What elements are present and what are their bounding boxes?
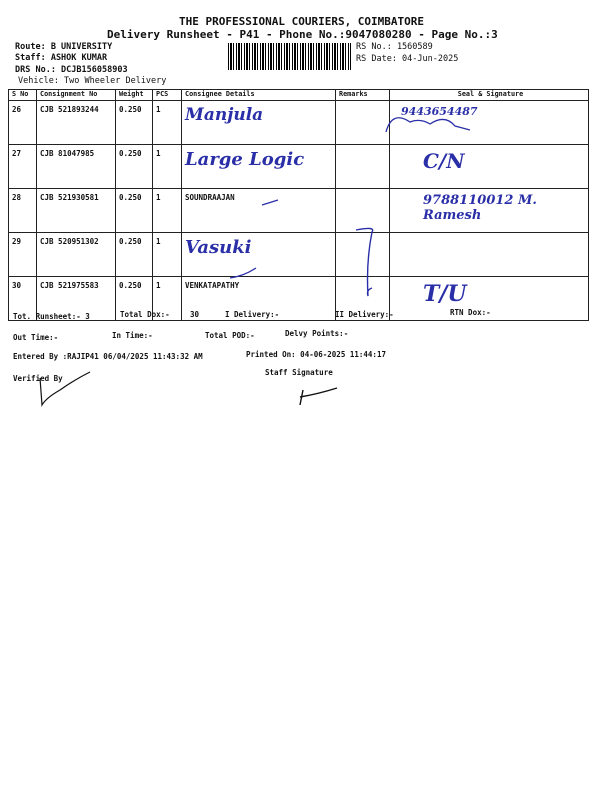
verified-by: Verified By — [13, 374, 63, 383]
cell-consignment: CJB 81047985 — [37, 145, 116, 189]
handwritten-signature: 9443654487 — [401, 105, 478, 118]
cell-signature — [390, 145, 589, 189]
cell-sno: 27 — [9, 145, 37, 189]
cell-consignee — [182, 101, 336, 145]
runsheet-table — [8, 89, 589, 321]
cell-pcs: 1 — [153, 277, 182, 321]
cell-consignee — [182, 145, 336, 189]
staff-label: Staff: ASHOK KUMAR — [15, 53, 108, 63]
cell-pcs: 1 — [153, 189, 182, 233]
cell-pcs: 1 — [153, 101, 182, 145]
handwritten-signature: T/U — [423, 281, 467, 307]
cell-consignee — [182, 233, 336, 277]
out-time: Out Time:- — [13, 333, 59, 342]
col-sno: S No — [9, 90, 37, 101]
drs-number: DRS No.: DCJB156058903 — [15, 65, 128, 75]
handwritten-consignee: Vasuki — [185, 237, 252, 258]
i-delivery: I Delivery:- — [225, 310, 280, 319]
delvy-points: Delvy Points:- — [285, 329, 349, 338]
tot-runsheet: Tot. Runsheet:- 3 — [13, 312, 90, 321]
handwritten-signature: 9788110012 M. Ramesh — [423, 193, 537, 223]
cell-sno: 26 — [9, 101, 37, 145]
handwritten-consignee: Manjula — [185, 105, 264, 125]
cell-consignment: CJB 521893244 — [37, 101, 116, 145]
cell-signature — [390, 233, 589, 277]
cell-remarks — [336, 233, 390, 277]
cell-consignee: SOUNDRAAJAN — [182, 189, 336, 233]
total-dox-value: 30 — [190, 310, 200, 319]
cell-weight: 0.250 — [116, 233, 153, 277]
cell-weight: 0.250 — [116, 277, 153, 321]
col-weight: Weight — [116, 90, 153, 101]
col-remarks: Remarks — [336, 90, 390, 101]
staff-signature-mark — [300, 388, 337, 405]
runsheet-title: Delivery Runsheet - P41 - Phone No.:9047080280 - Page No.:3 — [107, 28, 498, 41]
total-dox-label: Total Dox:- — [120, 310, 170, 319]
total-pod: Total POD:- — [205, 331, 255, 340]
vehicle-label: Vehicle: Two Wheeler Delivery — [18, 76, 167, 86]
cell-weight: 0.250 — [116, 189, 153, 233]
rs-number: RS No.: 1560589 — [356, 42, 433, 52]
cell-sno: 28 — [9, 189, 37, 233]
cell-pcs: 1 — [153, 233, 182, 277]
cell-remarks — [336, 189, 390, 233]
ii-delivery: II Delivery:- — [335, 310, 394, 319]
col-seal-signature: Seal & Signature — [390, 90, 589, 101]
barcode — [228, 43, 351, 70]
handwritten-signature: C/N — [423, 149, 465, 173]
cell-weight: 0.250 — [116, 145, 153, 189]
col-consignee: Consignee Details — [182, 90, 336, 101]
table-row — [9, 101, 589, 145]
cell-consignment: CJB 520951302 — [37, 233, 116, 277]
cell-sno: 29 — [9, 233, 37, 277]
table-row — [9, 145, 589, 189]
table-row — [9, 233, 589, 277]
handwritten-consignee: Large Logic — [185, 149, 305, 170]
cell-weight: 0.250 — [116, 101, 153, 145]
table-header-row — [9, 90, 589, 101]
rtn-dox: RTN Dox:- — [450, 308, 491, 317]
entered-by: Entered By :RAJIP41 06/04/2025 11:43:32 AM — [13, 352, 203, 361]
route-label: Route: B UNIVERSITY — [15, 42, 113, 52]
in-time: In Time:- — [112, 331, 153, 340]
cell-consignee: VENKATAPATHY — [182, 277, 336, 321]
cell-pcs: 1 — [153, 145, 182, 189]
table-row — [9, 277, 589, 321]
cell-consignment: CJB 521975583 — [37, 277, 116, 321]
cell-remarks — [336, 145, 390, 189]
col-consignment: Consignment No — [37, 90, 116, 101]
company-title: THE PROFESSIONAL COURIERS, COIMBATORE — [179, 15, 425, 28]
table-row — [9, 189, 589, 233]
cell-sno: 30 — [9, 277, 37, 321]
printed-on: Printed On: 04-06-2025 11:44:17 — [246, 350, 386, 359]
cell-consignment: CJB 521930581 — [37, 189, 116, 233]
rs-date: RS Date: 04-Jun-2025 — [356, 54, 459, 64]
staff-signature-label: Staff Signature — [265, 368, 333, 377]
col-pcs: PCS — [153, 90, 182, 101]
cell-signature — [390, 189, 589, 233]
cell-signature — [390, 101, 589, 145]
cell-remarks — [336, 101, 390, 145]
